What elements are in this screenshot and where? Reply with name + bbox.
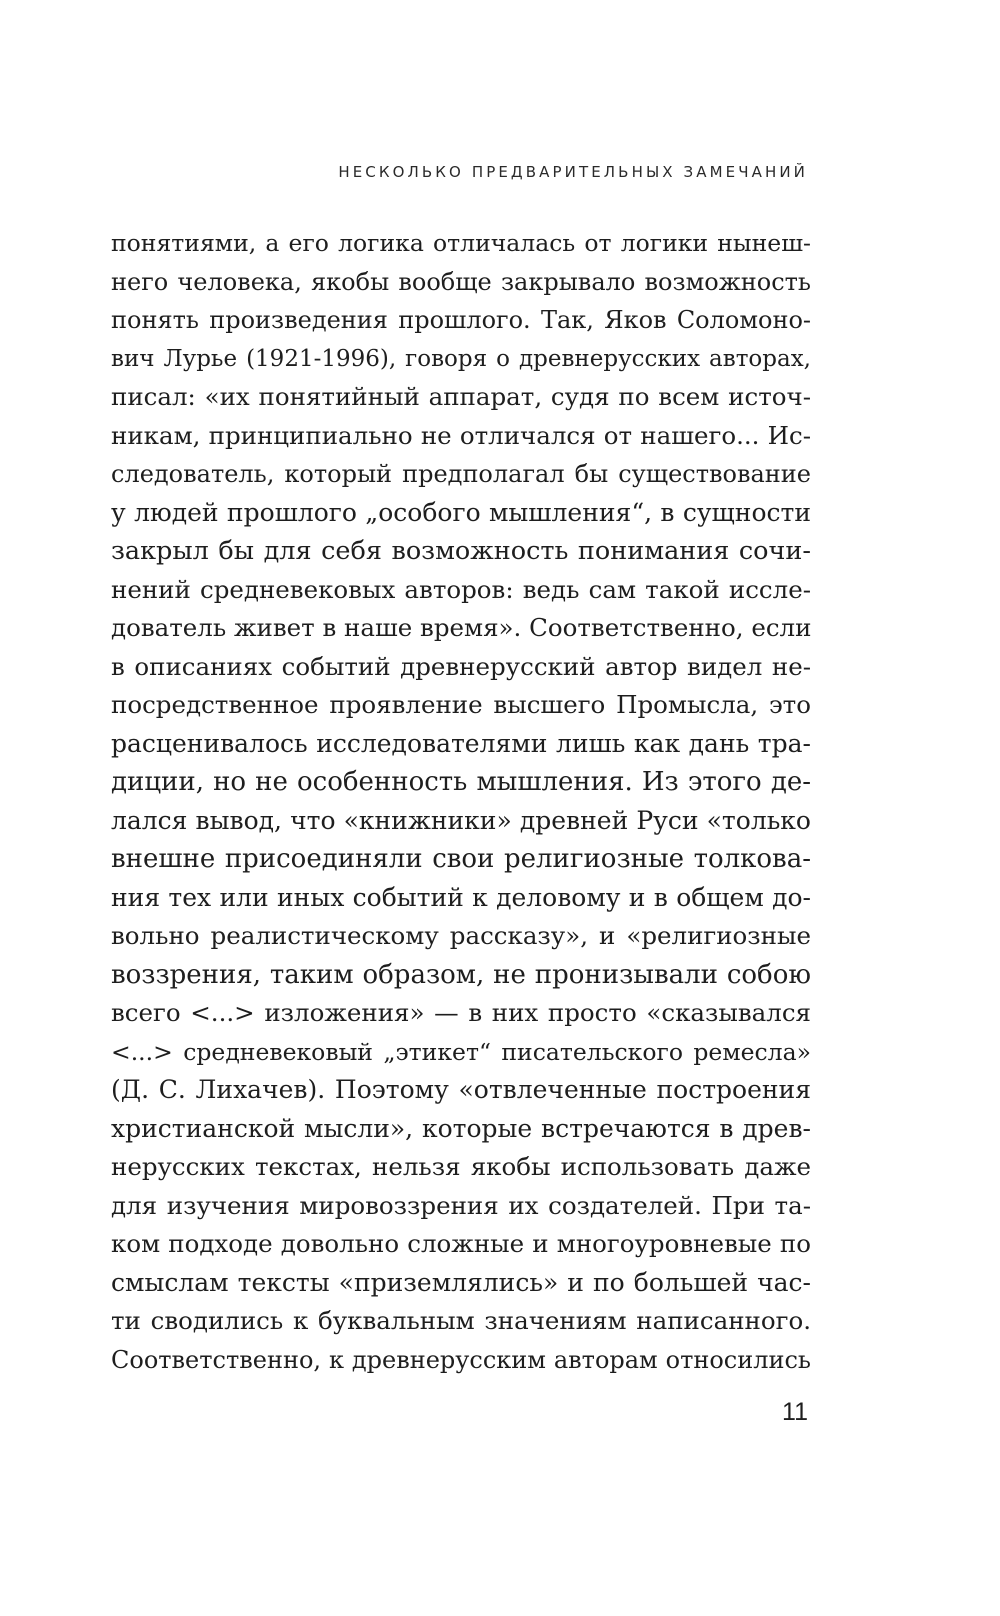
text-line: диции, но не особенность мышления. Из этого де-	[111, 767, 811, 797]
text-line: никам, принципиально не отличался от нашего... Ис-	[111, 420, 811, 450]
text-line: Соответственно, к древнерусским авторам относились	[111, 1345, 811, 1374]
text-line: ком подходе довольно сложные и многоуровневые по	[111, 1229, 811, 1258]
text-line: понятиями, а его логика отличалась от логики нынеш-	[111, 229, 811, 257]
text-line: расценивалось исследователями лишь как дань тра-	[111, 728, 811, 758]
text-line: <...> средневековый „этикет“ писательского ремесла»	[111, 1037, 811, 1066]
text-line: лался вывод, что «книжники» древней Руси «только	[111, 805, 811, 835]
text-line: нений средневековых авторов: ведь сам такой иссле-	[111, 574, 811, 604]
text-line: вольно реалистическому рассказу», и «религиозные	[111, 921, 811, 950]
text-line: закрыл бы для себя возможность понимания сочи-	[111, 536, 811, 566]
text-line: у людей прошлого „особого мышления“, в сущности	[111, 497, 811, 527]
text-line: воззрения, таким образом, не пронизывали собою	[111, 959, 811, 990]
text-line: для изучения мировоззрения их создателей. При та-	[111, 1190, 811, 1220]
text-line: посредственное проявление высшего Промысла, это	[111, 690, 811, 719]
text-line: вич Лурье (1921-1996), говоря о древнерусских авторах,	[111, 345, 811, 372]
text-line: дователь живет в наше время». Соответственно, если	[111, 613, 812, 642]
text-line: (Д. С. Лихачев). Поэтому «отвлеченные построения	[111, 1075, 811, 1104]
text-line: ти сводились к буквальным значениям написанного.	[111, 1306, 811, 1335]
text-line: понять произведения прошлого. Так, Яков Соломоно-	[111, 306, 811, 334]
text-line: внешне присоединяли свои религиозные толкова-	[111, 844, 811, 874]
text-line: него человека, якобы вообще закрывало возможность	[111, 267, 811, 296]
text-line: всего <...> изложения» — в них просто «сказывался	[111, 998, 811, 1027]
page-number: 11	[782, 1398, 808, 1426]
text-line: писал: «их понятийный аппарат, судя по всем источ-	[111, 382, 811, 411]
text-line: в описаниях событий древнерусский автор видел не-	[111, 651, 811, 681]
text-line: христианской мысли», которые встречаются в древ-	[111, 1113, 811, 1143]
text-line: ния тех или иных событий к деловому и в общем до-	[111, 882, 811, 912]
text-line: нерусских текстах, нельзя якобы использовать даже	[111, 1152, 811, 1181]
text-line: следователь, который предполагал бы существование	[111, 460, 811, 488]
running-header: НЕСКОЛЬКО ПРЕДВАРИТЕЛЬНЫХ ЗАМЕЧАНИЙ	[338, 163, 808, 181]
text-line: смыслам тексты «приземлялись» и по большей час-	[111, 1267, 811, 1297]
body-text	[111, 224, 811, 1379]
